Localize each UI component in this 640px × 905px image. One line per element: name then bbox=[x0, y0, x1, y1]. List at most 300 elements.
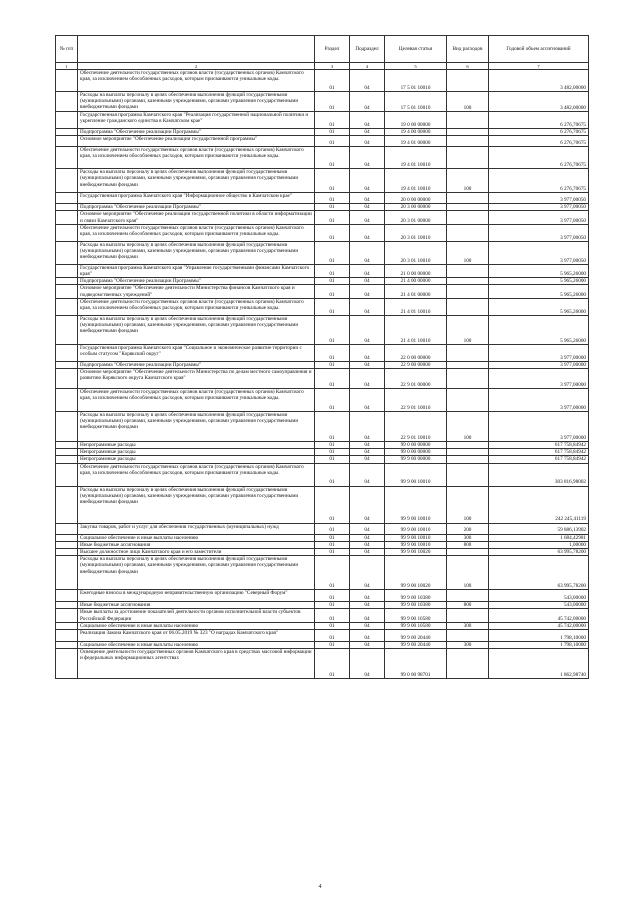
cell-section: 01 bbox=[315, 241, 350, 264]
table-header-row bbox=[56, 36, 589, 63]
cell-name: Высшее должностное лицо Камчатского края и его заместители bbox=[78, 549, 315, 556]
cell-num bbox=[56, 389, 78, 412]
cell-amount: 6 276,70675 bbox=[489, 112, 589, 129]
cell-name: Обеспечение деятельности государственных органов власти (государственных органов) Камчатского края, за исключением обособленных расходов, которым присваиваются уникальные коды. bbox=[78, 224, 315, 241]
cell-target: 19 4 01 00000 bbox=[385, 136, 447, 147]
cell-amount: 3 977,00000 bbox=[489, 361, 589, 368]
table-row bbox=[56, 169, 589, 193]
table-row bbox=[56, 92, 589, 112]
cell-target: 22 0 00 00000 bbox=[385, 344, 447, 361]
cell-amount: 63 995,78200 bbox=[489, 549, 589, 556]
table-row bbox=[56, 241, 589, 264]
table-row bbox=[56, 590, 589, 602]
cell-section: 01 bbox=[315, 534, 350, 541]
table-row bbox=[56, 224, 589, 241]
budget-table bbox=[55, 35, 589, 679]
cell-num bbox=[56, 112, 78, 129]
cell-name: Иные выплаты за достижение показателей деятельности органов исполнительной власти субъектов Российской Федерации bbox=[78, 609, 315, 622]
column-number: 1 bbox=[56, 63, 78, 70]
cell-name: Иные бюджетные ассигнования bbox=[78, 541, 315, 548]
cell-num bbox=[56, 412, 78, 442]
header-target: Целевая статья bbox=[385, 36, 447, 63]
cell-num bbox=[56, 523, 78, 534]
table-row bbox=[56, 649, 589, 679]
column-number: 3 bbox=[315, 63, 350, 70]
cell-expense-type bbox=[447, 449, 489, 456]
cell-num bbox=[56, 442, 78, 449]
column-number: 5 bbox=[385, 63, 447, 70]
cell-subsection: 04 bbox=[350, 541, 385, 548]
cell-section: 01 bbox=[315, 549, 350, 556]
cell-target: 19 4 01 10010 bbox=[385, 169, 447, 193]
cell-subsection: 04 bbox=[350, 389, 385, 412]
cell-amount: 303 816,98002 bbox=[489, 463, 589, 486]
cell-amount: 3 977,00050 bbox=[489, 211, 589, 224]
cell-section: 01 bbox=[315, 361, 350, 368]
cell-subsection: 04 bbox=[350, 169, 385, 193]
table-row bbox=[56, 298, 589, 315]
cell-name: Социальное обеспечение и иные выплаты населению bbox=[78, 642, 315, 649]
cell-expense-type: 300 bbox=[447, 534, 489, 541]
cell-name: Государственная программа Камчатского края "Социальное и экономическое развитие территории с особым статусом "Корякский округ" bbox=[78, 344, 315, 361]
cell-expense-type: 100 bbox=[447, 556, 489, 590]
cell-amount: 3 977,00000 bbox=[489, 389, 589, 412]
cell-expense-type: 300 bbox=[447, 642, 489, 649]
cell-section: 01 bbox=[315, 344, 350, 361]
cell-num bbox=[56, 642, 78, 649]
cell-amount: 6 276,70675 bbox=[489, 136, 589, 147]
cell-amount: 3 482,00000 bbox=[489, 92, 589, 112]
cell-section: 01 bbox=[315, 112, 350, 129]
cell-expense-type bbox=[447, 456, 489, 463]
cell-name: Обеспечение деятельности государственных органов власти (государственных органов) Камчатского края, за исключением обособленных расходов, которым присваиваются уникальные коды. bbox=[78, 463, 315, 486]
cell-section: 01 bbox=[315, 622, 350, 629]
table-row bbox=[56, 630, 589, 642]
cell-name: Государственная программа Камчатского края "Информационное общество в Камчатском крае" bbox=[78, 193, 315, 204]
cell-amount: 3 977,00050 bbox=[489, 224, 589, 241]
cell-section: 01 bbox=[315, 541, 350, 548]
cell-num bbox=[56, 602, 78, 609]
cell-section: 01 bbox=[315, 70, 350, 92]
header-section: Раздел bbox=[315, 36, 350, 63]
cell-name: Иные бюджетные ассигнования bbox=[78, 602, 315, 609]
cell-section: 01 bbox=[315, 556, 350, 590]
cell-section: 01 bbox=[315, 609, 350, 622]
cell-expense-type: 100 bbox=[447, 241, 489, 264]
cell-num bbox=[56, 541, 78, 548]
cell-amount: 59 886,13902 bbox=[489, 523, 589, 534]
cell-subsection: 04 bbox=[350, 264, 385, 277]
cell-name: Подпрограмма "Обеспечение реализации Программы" bbox=[78, 129, 315, 136]
cell-subsection: 04 bbox=[350, 344, 385, 361]
cell-target: 99 9 00 20440 bbox=[385, 630, 447, 642]
cell-amount: 6 276,70675 bbox=[489, 147, 589, 169]
table-row bbox=[56, 361, 589, 368]
cell-subsection: 04 bbox=[350, 112, 385, 129]
cell-expense-type bbox=[447, 193, 489, 204]
cell-name: Основное мероприятие "Обеспечение реализации государственной политики в области информатизации и связи Камчатского края" bbox=[78, 211, 315, 224]
cell-num bbox=[56, 361, 78, 368]
cell-subsection: 04 bbox=[350, 449, 385, 456]
cell-num bbox=[56, 369, 78, 389]
cell-subsection: 04 bbox=[350, 361, 385, 368]
cell-amount: 3 977,00050 bbox=[489, 193, 589, 204]
cell-amount: 543,00000 bbox=[489, 590, 589, 602]
cell-target: 99 9 00 10010 bbox=[385, 541, 447, 548]
table-row bbox=[56, 389, 589, 412]
cell-subsection: 04 bbox=[350, 486, 385, 523]
cell-num bbox=[56, 456, 78, 463]
cell-name: Непрограммные расходы bbox=[78, 456, 315, 463]
cell-amount: 5 965,26000 bbox=[489, 315, 589, 344]
cell-amount: 6 276,70675 bbox=[489, 169, 589, 193]
cell-expense-type bbox=[447, 369, 489, 389]
cell-expense-type bbox=[447, 70, 489, 92]
cell-num bbox=[56, 649, 78, 679]
cell-amount: 1 862,98740 bbox=[489, 649, 589, 679]
cell-subsection: 04 bbox=[350, 590, 385, 602]
cell-expense-type bbox=[447, 649, 489, 679]
cell-num bbox=[56, 211, 78, 224]
cell-target: 99 9 00 20440 bbox=[385, 642, 447, 649]
cell-section: 01 bbox=[315, 136, 350, 147]
cell-num bbox=[56, 241, 78, 264]
cell-target: 99 0 00 98701 bbox=[385, 649, 447, 679]
header-expense-type: Вид расходов bbox=[447, 36, 489, 63]
cell-subsection: 04 bbox=[350, 534, 385, 541]
table-row bbox=[56, 129, 589, 136]
cell-expense-type: 100 bbox=[447, 92, 489, 112]
table-row bbox=[56, 463, 589, 486]
cell-subsection: 04 bbox=[350, 649, 385, 679]
table-row bbox=[56, 602, 589, 609]
cell-expense-type bbox=[447, 609, 489, 622]
cell-expense-type bbox=[447, 549, 489, 556]
cell-target: 17 5 01 10010 bbox=[385, 92, 447, 112]
cell-section: 01 bbox=[315, 169, 350, 193]
cell-name: Обеспечение деятельности государственных органов власти (государственных органов) Камчатского края, за исключением обособленных расходов, которым присваиваются уникальные коды. bbox=[78, 147, 315, 169]
cell-name: Расходы на выплаты персоналу в целях обеспечения выполнения функций государственными (муниципальными) органами, казенными учреждениями, органами управления государственными внебюджетными фондами bbox=[78, 241, 315, 264]
cell-section: 01 bbox=[315, 147, 350, 169]
cell-amount: 6 276,70675 bbox=[489, 129, 589, 136]
cell-expense-type: 800 bbox=[447, 541, 489, 548]
cell-expense-type: 100 bbox=[447, 486, 489, 523]
cell-num bbox=[56, 556, 78, 590]
table-row bbox=[56, 456, 589, 463]
cell-expense-type bbox=[447, 147, 489, 169]
cell-subsection: 04 bbox=[350, 412, 385, 442]
cell-num bbox=[56, 129, 78, 136]
cell-num bbox=[56, 136, 78, 147]
cell-amount: 1,00000 bbox=[489, 541, 589, 548]
table-row bbox=[56, 642, 589, 649]
cell-expense-type bbox=[447, 264, 489, 277]
cell-subsection: 04 bbox=[350, 298, 385, 315]
cell-name: Ежегодные взносы в международную неправительственную организацию "Северный Форум" bbox=[78, 590, 315, 602]
header-subsection: Подраздел bbox=[350, 36, 385, 63]
cell-expense-type: 100 bbox=[447, 315, 489, 344]
table-row bbox=[56, 315, 589, 344]
cell-name: Реализация Закона Камчатского края от 06.05.2019 № 323 "О наградах Камчатского края" bbox=[78, 630, 315, 642]
table-row bbox=[56, 112, 589, 129]
column-number: 4 bbox=[350, 63, 385, 70]
cell-target: 19 0 00 00000 bbox=[385, 112, 447, 129]
cell-section: 01 bbox=[315, 442, 350, 449]
cell-section: 01 bbox=[315, 264, 350, 277]
cell-target: 99 9 00 10010 bbox=[385, 534, 447, 541]
cell-subsection: 04 bbox=[350, 278, 385, 285]
cell-target: 99 9 00 00000 bbox=[385, 456, 447, 463]
cell-subsection: 04 bbox=[350, 147, 385, 169]
cell-expense-type bbox=[447, 463, 489, 486]
cell-target: 20 3 00 00000 bbox=[385, 204, 447, 211]
cell-amount: 45 742,00000 bbox=[489, 622, 589, 629]
header-name bbox=[78, 36, 315, 63]
cell-amount: 5 965,26000 bbox=[489, 298, 589, 315]
cell-target: 99 9 00 10020 bbox=[385, 556, 447, 590]
cell-name: Освещение деятельности государственных органов Камчатского края в средствах массовой информации и федеральных информационных агентствах bbox=[78, 649, 315, 679]
cell-num bbox=[56, 298, 78, 315]
cell-expense-type bbox=[447, 278, 489, 285]
cell-num bbox=[56, 534, 78, 541]
cell-num bbox=[56, 147, 78, 169]
cell-target: 19 4 00 00000 bbox=[385, 129, 447, 136]
table-body bbox=[56, 70, 589, 679]
cell-num bbox=[56, 486, 78, 523]
cell-num bbox=[56, 315, 78, 344]
cell-name: Подпрограмма "Обеспечение реализации Программы" bbox=[78, 204, 315, 211]
cell-target: 99 9 00 10580 bbox=[385, 622, 447, 629]
cell-num bbox=[56, 169, 78, 193]
cell-section: 01 bbox=[315, 193, 350, 204]
cell-target: 21 4 01 10010 bbox=[385, 298, 447, 315]
cell-subsection: 04 bbox=[350, 136, 385, 147]
column-number: 6 bbox=[447, 63, 489, 70]
cell-expense-type: 200 bbox=[447, 523, 489, 534]
cell-expense-type bbox=[447, 204, 489, 211]
table-row bbox=[56, 136, 589, 147]
cell-section: 01 bbox=[315, 449, 350, 456]
cell-name: Социальное обеспечение и иные выплаты населению bbox=[78, 622, 315, 629]
cell-name: Расходы на выплаты персоналу в целях обеспечения выполнения функций государственными (муниципальными) органами, казенными учреждениями, органами управления государственными внебюджетными фондами bbox=[78, 486, 315, 523]
cell-section: 01 bbox=[315, 298, 350, 315]
table-row bbox=[56, 211, 589, 224]
cell-section: 01 bbox=[315, 642, 350, 649]
cell-amount: 617 758,84942 bbox=[489, 456, 589, 463]
cell-num bbox=[56, 285, 78, 298]
cell-subsection: 04 bbox=[350, 602, 385, 609]
cell-num bbox=[56, 344, 78, 361]
cell-section: 01 bbox=[315, 315, 350, 344]
cell-subsection: 04 bbox=[350, 622, 385, 629]
cell-amount: 5 965,26000 bbox=[489, 285, 589, 298]
cell-target: 20 3 01 10010 bbox=[385, 241, 447, 264]
column-number-row bbox=[56, 63, 589, 70]
cell-name: Государственная программа Камчатского края "Управление государственными финансами Камчатского края" bbox=[78, 264, 315, 277]
cell-target: 21 4 00 00000 bbox=[385, 278, 447, 285]
table-row bbox=[56, 412, 589, 442]
cell-amount: 3 482,00000 bbox=[489, 70, 589, 92]
cell-name: Непрограммные расходы bbox=[78, 442, 315, 449]
cell-subsection: 04 bbox=[350, 556, 385, 590]
table-row bbox=[56, 534, 589, 541]
cell-expense-type bbox=[447, 389, 489, 412]
cell-num bbox=[56, 622, 78, 629]
cell-target: 99 0 00 00000 bbox=[385, 442, 447, 449]
cell-name: Социальное обеспечение и иные выплаты населению bbox=[78, 534, 315, 541]
table-row bbox=[56, 449, 589, 456]
table-row bbox=[56, 70, 589, 92]
cell-section: 01 bbox=[315, 590, 350, 602]
cell-subsection: 04 bbox=[350, 609, 385, 622]
column-number: 7 bbox=[489, 63, 589, 70]
cell-subsection: 04 bbox=[350, 204, 385, 211]
cell-num bbox=[56, 609, 78, 622]
cell-target: 99 9 00 10380 bbox=[385, 602, 447, 609]
cell-target: 99 9 00 10010 bbox=[385, 486, 447, 523]
cell-target: 19 4 01 10010 bbox=[385, 147, 447, 169]
cell-section: 01 bbox=[315, 285, 350, 298]
table-row bbox=[56, 622, 589, 629]
cell-target: 20 3 01 00000 bbox=[385, 211, 447, 224]
cell-name: Обеспечение деятельности государственных органов власти (государственных органов) Камчатского края, за исключением обособленных расходов, которым присваиваются уникальные коды. bbox=[78, 389, 315, 412]
cell-section: 01 bbox=[315, 412, 350, 442]
cell-expense-type bbox=[447, 590, 489, 602]
table-row bbox=[56, 264, 589, 277]
table-row bbox=[56, 541, 589, 548]
cell-section: 01 bbox=[315, 389, 350, 412]
cell-subsection: 04 bbox=[350, 630, 385, 642]
cell-num bbox=[56, 264, 78, 277]
cell-subsection: 04 bbox=[350, 642, 385, 649]
cell-expense-type bbox=[447, 211, 489, 224]
cell-subsection: 04 bbox=[350, 211, 385, 224]
cell-num bbox=[56, 549, 78, 556]
cell-subsection: 04 bbox=[350, 549, 385, 556]
cell-section: 01 bbox=[315, 649, 350, 679]
cell-subsection: 04 bbox=[350, 224, 385, 241]
cell-section: 01 bbox=[315, 630, 350, 642]
cell-amount: 63 995,78200 bbox=[489, 556, 589, 590]
cell-name: Обеспечение деятельности государственных органов власти (государственных органов) Камчатского края, за исключением обособленных расходов, которым присваиваются уникальные коды. bbox=[78, 70, 315, 92]
table-row bbox=[56, 344, 589, 361]
cell-expense-type bbox=[447, 224, 489, 241]
cell-num bbox=[56, 193, 78, 204]
cell-target: 21 4 01 10010 bbox=[385, 315, 447, 344]
cell-subsection: 04 bbox=[350, 241, 385, 264]
cell-expense-type: 100 bbox=[447, 169, 489, 193]
cell-amount: 1 798,10000 bbox=[489, 630, 589, 642]
cell-amount: 5 965,26000 bbox=[489, 264, 589, 277]
cell-target: 20 3 01 10010 bbox=[385, 224, 447, 241]
cell-target: 99 9 00 10010 bbox=[385, 523, 447, 534]
table-row bbox=[56, 523, 589, 534]
cell-target: 22 9 00 00000 bbox=[385, 361, 447, 368]
cell-section: 01 bbox=[315, 602, 350, 609]
cell-expense-type bbox=[447, 361, 489, 368]
cell-target: 99 9 00 10010 bbox=[385, 463, 447, 486]
cell-subsection: 04 bbox=[350, 92, 385, 112]
table-row bbox=[56, 549, 589, 556]
cell-expense-type bbox=[447, 136, 489, 147]
table-row bbox=[56, 204, 589, 211]
cell-section: 01 bbox=[315, 278, 350, 285]
cell-num bbox=[56, 278, 78, 285]
table-row bbox=[56, 147, 589, 169]
cell-expense-type: 300 bbox=[447, 622, 489, 629]
table-row bbox=[56, 442, 589, 449]
cell-num bbox=[56, 630, 78, 642]
cell-subsection: 04 bbox=[350, 523, 385, 534]
cell-name: Основное мероприятие "Обеспечение деятельности Министерства по делам местного самоуправления и развитию Корякского округа Камчатского края" bbox=[78, 369, 315, 389]
cell-amount: 1 684,42981 bbox=[489, 534, 589, 541]
cell-subsection: 04 bbox=[350, 456, 385, 463]
cell-target: 22 9 01 10010 bbox=[385, 412, 447, 442]
cell-subsection: 04 bbox=[350, 70, 385, 92]
cell-expense-type: 100 bbox=[447, 412, 489, 442]
cell-amount: 1 798,10000 bbox=[489, 642, 589, 649]
cell-num bbox=[56, 70, 78, 92]
cell-subsection: 04 bbox=[350, 129, 385, 136]
cell-subsection: 04 bbox=[350, 463, 385, 486]
cell-subsection: 04 bbox=[350, 193, 385, 204]
header-annual-volume: Годовой объем ассигнований bbox=[489, 36, 589, 63]
cell-subsection: 04 bbox=[350, 442, 385, 449]
cell-target: 21 0 00 00000 bbox=[385, 264, 447, 277]
cell-section: 01 bbox=[315, 523, 350, 534]
cell-name: Государственная программа Камчатского края "Реализация государственной национальной политики и укрепление гражданского единства в Камчатском крае" bbox=[78, 112, 315, 129]
cell-amount: 543,00000 bbox=[489, 602, 589, 609]
cell-amount: 3 977,00050 bbox=[489, 204, 589, 211]
cell-amount: 242 245,41119 bbox=[489, 486, 589, 523]
cell-section: 01 bbox=[315, 463, 350, 486]
cell-name: Подпрограмма "Обеспечение реализации Программы" bbox=[78, 278, 315, 285]
cell-name: Подпрограмма "Обеспечение реализации Программы" bbox=[78, 361, 315, 368]
cell-name: Расходы на выплаты персоналу в целях обеспечения выполнения функций государственными (муниципальными) органами, казенными учреждениями, органами управления государственными внебюджетными фондами bbox=[78, 556, 315, 590]
cell-amount: 3 977,00000 bbox=[489, 369, 589, 389]
cell-expense-type bbox=[447, 112, 489, 129]
cell-section: 01 bbox=[315, 92, 350, 112]
cell-expense-type bbox=[447, 129, 489, 136]
cell-section: 01 bbox=[315, 486, 350, 523]
header-num: № п/п bbox=[56, 36, 78, 63]
table-row bbox=[56, 193, 589, 204]
table-row bbox=[56, 369, 589, 389]
cell-num bbox=[56, 590, 78, 602]
table-row bbox=[56, 609, 589, 622]
cell-section: 01 bbox=[315, 224, 350, 241]
cell-amount: 3 977,00000 bbox=[489, 412, 589, 442]
cell-expense-type bbox=[447, 442, 489, 449]
cell-section: 01 bbox=[315, 129, 350, 136]
cell-name: Расходы на выплаты персоналу в целях обеспечения выполнения функций государственными (муниципальными) органами, казенными учреждениями, органами управления государственными внебюджетными фондами bbox=[78, 169, 315, 193]
cell-target: 17 5 01 10010 bbox=[385, 70, 447, 92]
cell-num bbox=[56, 463, 78, 486]
page-number: 4 bbox=[318, 884, 322, 890]
cell-num bbox=[56, 224, 78, 241]
cell-subsection: 04 bbox=[350, 369, 385, 389]
cell-target: 99 0 00 00000 bbox=[385, 449, 447, 456]
cell-name: Основное мероприятие "Обеспечение деятельности Министерства финансов Камчатского края и подведомственных учреждений" bbox=[78, 285, 315, 298]
table-row bbox=[56, 285, 589, 298]
cell-expense-type bbox=[447, 630, 489, 642]
cell-subsection: 04 bbox=[350, 315, 385, 344]
table-row bbox=[56, 556, 589, 590]
cell-expense-type bbox=[447, 285, 489, 298]
cell-num bbox=[56, 92, 78, 112]
cell-name: Обеспечение деятельности государственных органов власти (государственных органов) Камчатского края, за исключением обособленных расходов, которым присваиваются уникальные коды. bbox=[78, 298, 315, 315]
cell-expense-type bbox=[447, 298, 489, 315]
